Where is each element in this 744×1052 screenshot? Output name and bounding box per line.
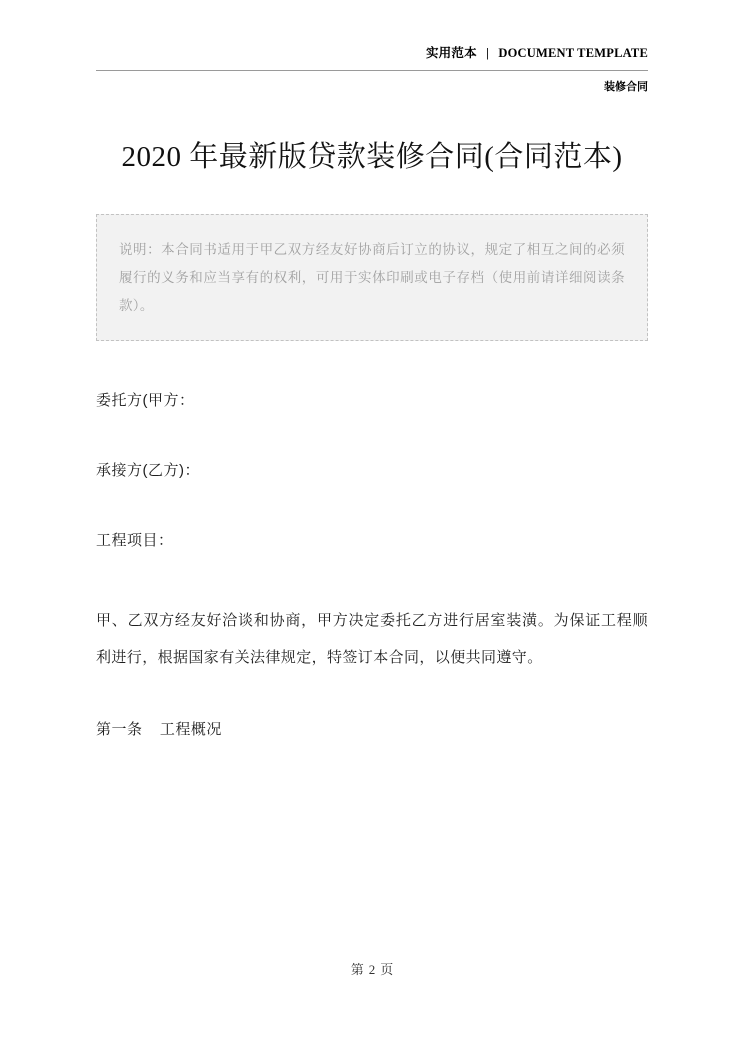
field-party-a: 委托方(甲方： [96,391,195,409]
footer-prefix: 第 [350,962,364,977]
header-brand-cn: 实用范本 [425,46,477,60]
section-heading [96,718,648,739]
section-title: 工程概况 [159,721,222,739]
note-text: 说明：本合同书适用于甲乙双方经友好协商后订立的协议，规定了相互之间的必须履行的义务和应当享有的权利，可用于实体印刷或电子存档（使用前请详细阅读条款）。 [119,242,625,313]
page-header [96,0,648,94]
footer-suffix: 页 [380,962,394,977]
footer-page-number: 2 [368,962,376,977]
header-divider [96,70,648,71]
header-brand-en: DOCUMENT TEMPLATE [498,46,648,60]
header-category: 装修合同 [604,81,648,93]
header-separator: | [486,46,490,60]
page-footer [0,959,744,978]
header-brand [96,46,648,61]
page-title: 2020 年最新版贷款装修合同(合同范本) [121,141,623,173]
body-paragraph: 甲、乙双方经友好洽谈和协商，甲方决定委托乙方进行居室装潢。为保证工程顺利进行，根据国家有关法律规定，特签订本合同，以便共同遵守。 [96,611,648,666]
section-number: 第一条 [96,721,143,739]
field-party-b: 承接方(乙方)： [96,461,200,479]
field-project: 工程项目： [96,531,174,549]
note-box [96,214,648,341]
